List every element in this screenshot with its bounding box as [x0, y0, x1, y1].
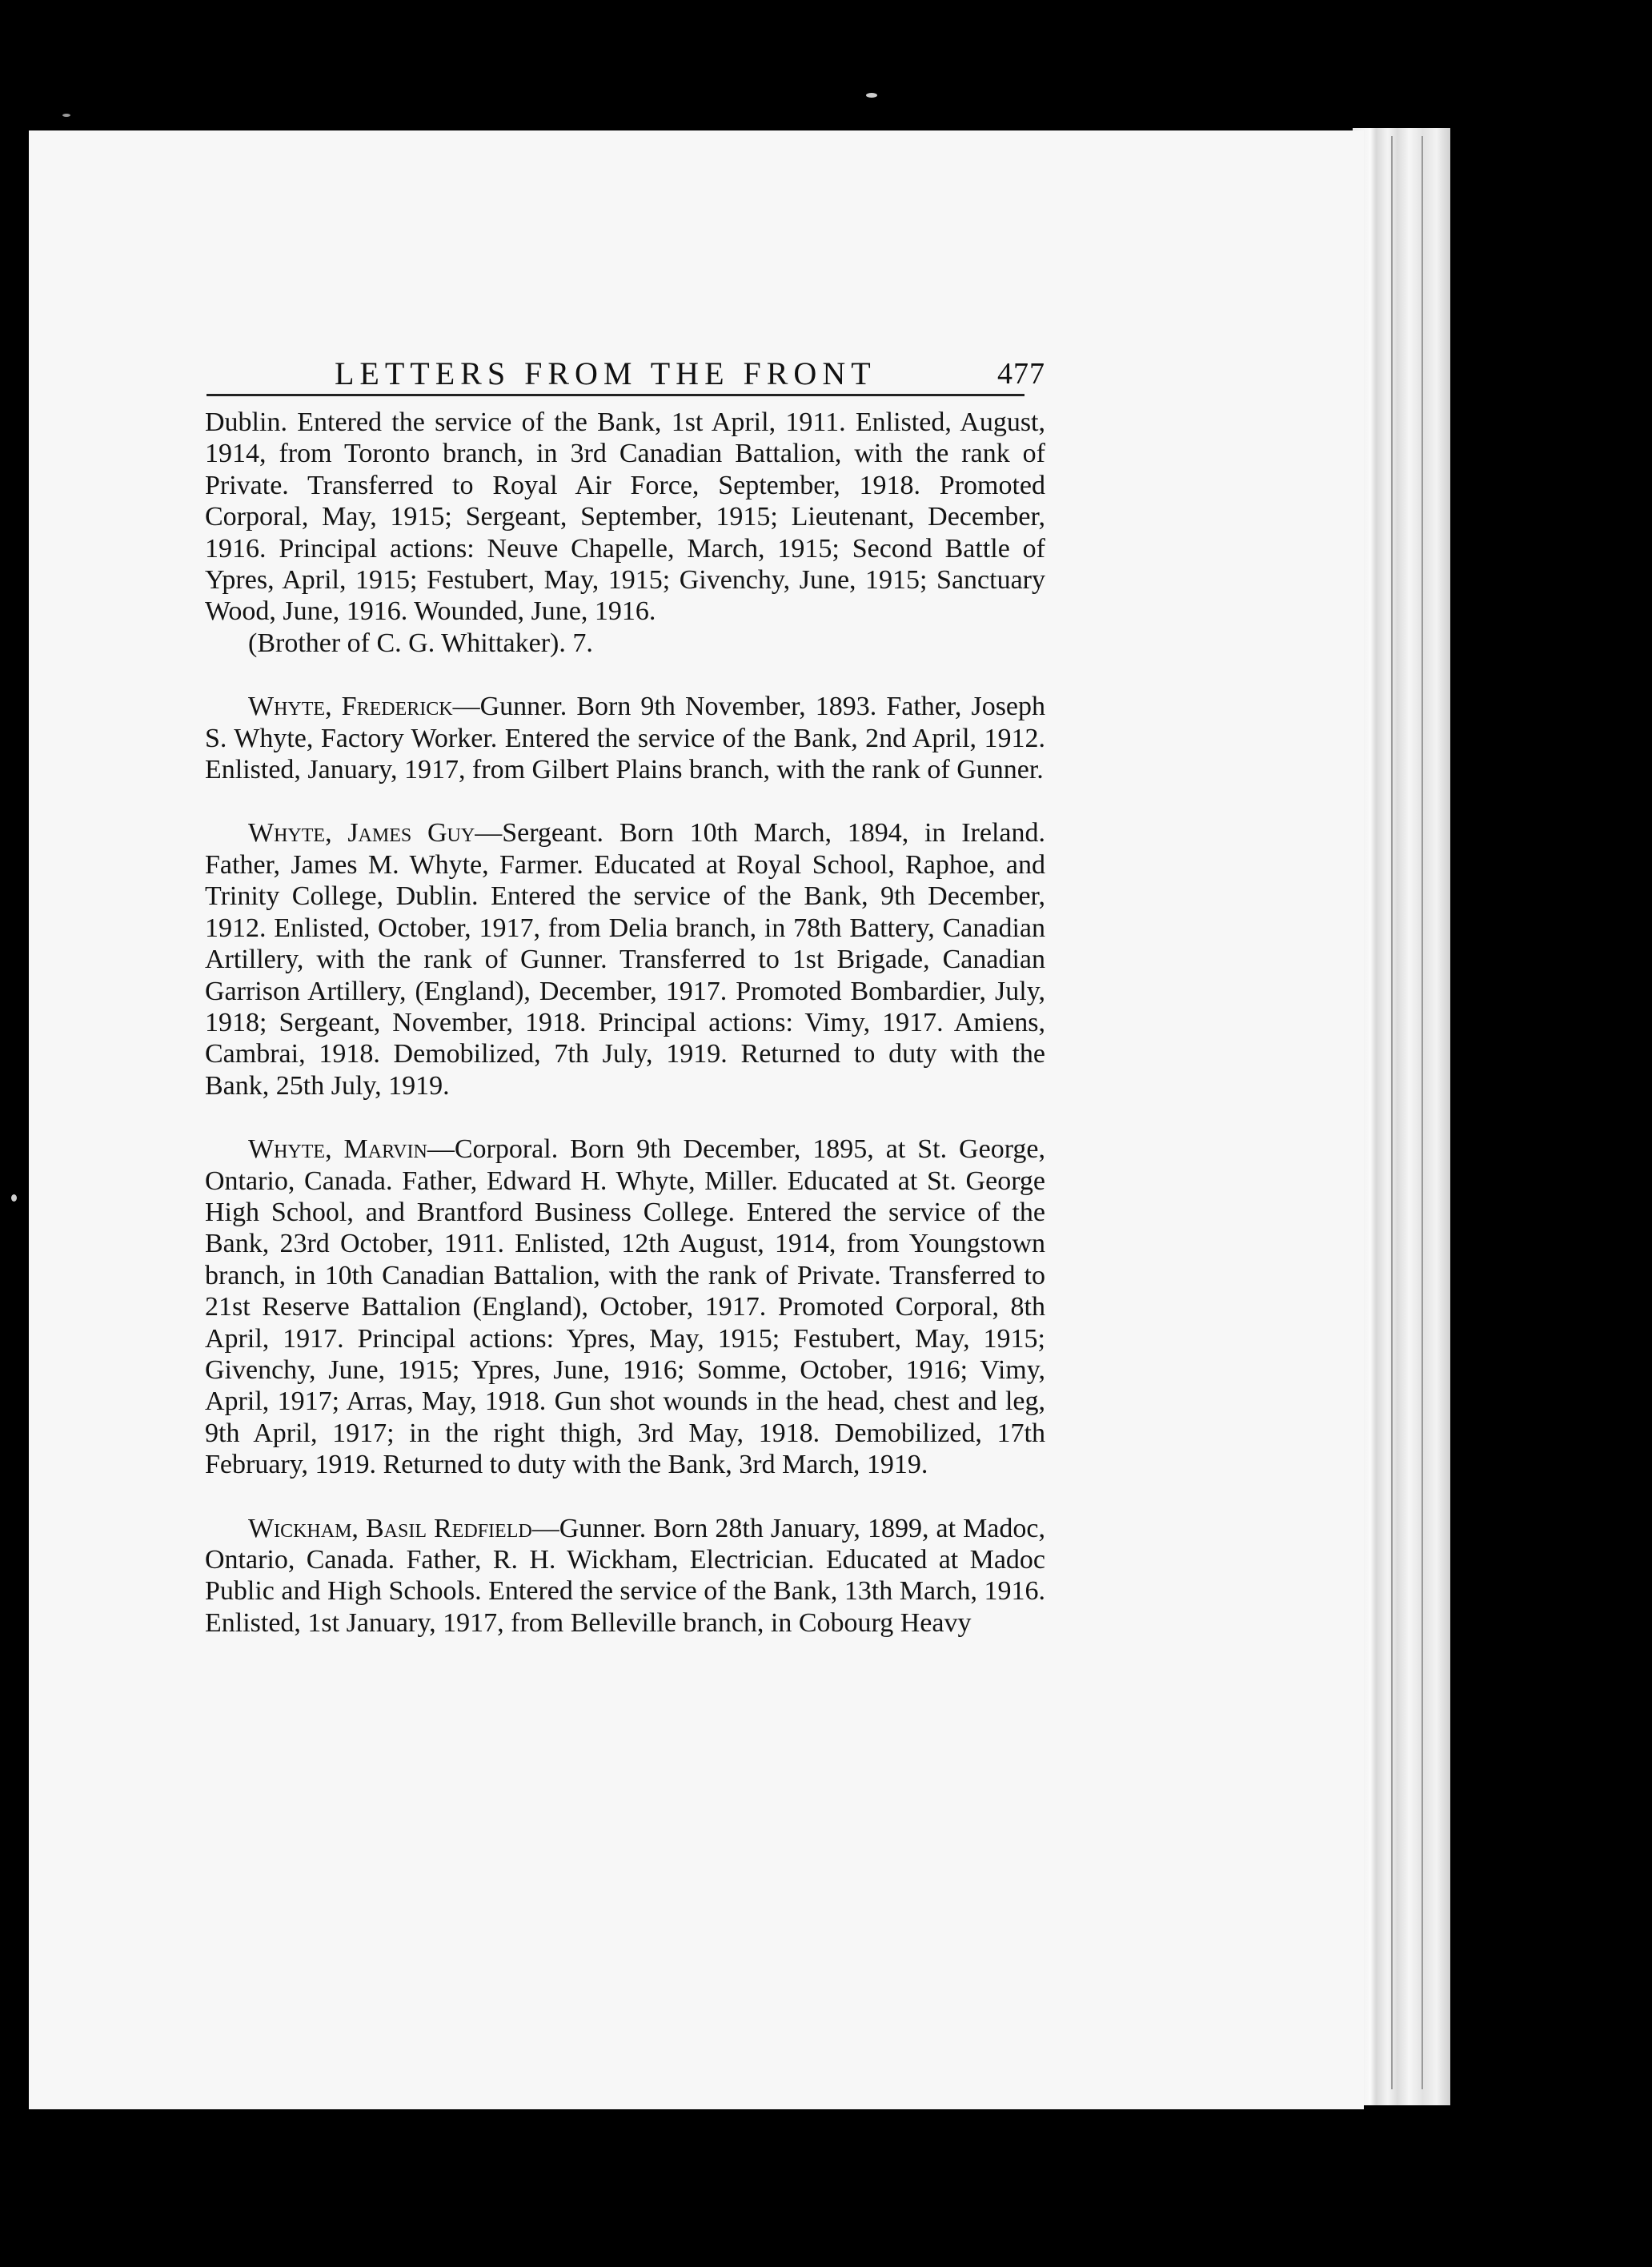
page-edge-stack: [1353, 128, 1450, 2105]
entry-name: Whyte, Frederick: [248, 692, 453, 722]
entry-name: Wickham, Basil Redfield: [248, 1513, 532, 1543]
scan-speck: [11, 1194, 17, 1202]
continuation-paragraph: Dublin. Entered the service of the Bank, 1st April, 1911. Enlisted, August, 1914, from Toronto branch, in 3rd Canadian Battalion, with the rank of Private. Transferred to Royal Air Force, September, 1918. Promoted Corporal, May, 1915; Sergeant, September, 1915; Lieutenant, December, 1916. Principal actions: Neuve Chapelle, March, 1915; Second Battle of Ypres, April, 1915; Festubert, May, 1915; Givenchy, June, 1915; Sanctuary Wood, June, 1916. Wounded, June, 1916.: [205, 407, 1045, 627]
entry-rank: —Gunner.: [452, 692, 567, 722]
page-header: [205, 352, 1045, 395]
biography-entry: [205, 691, 1045, 785]
entry-rank: —Gunner.: [531, 1513, 647, 1543]
page-body: [205, 407, 1045, 1639]
entry-text: Born 9th November, 1893. Father, Joseph S. Whyte, Factory Worker. Entered the service of the Bank, 2nd April, 1912. Enlisted, January, 1917, from Gilbert Plains branch, with the rank of Gunner.: [205, 692, 1046, 785]
entry-text: Born 10th March, 1894, in Ireland. Father, James M. Whyte, Farmer. Educated at Royal School, Raphoe, and Trinity College, Dublin. Entered the service of the Bank, 9th December, 1912. Enlisted, October, 1917, from Delia branch, in 78th Battery, Canadian Artillery, with the rank of Gunner. Transferred to 1st Brigade, Canadian Garrison Artillery, (England), December, 1917. Promoted Bombardier, July, 1918; Sergeant, November, 1918. Principal actions: Vimy, 1917. Amiens, Cambrai, 1918. Demobilized, 7th July, 1919. Returned to duty with the Bank, 25th July, 1919.: [205, 818, 1045, 1101]
biography-entry: [205, 817, 1045, 1101]
entry-text: Born 9th December, 1895, at St. George, Ontario, Canada. Father, Edward H. Whyte, Miller. Educated at St. George High School, and Brantford Business College. Entered the service of the Bank, 23rd October, 1911. Enlisted, 12th August, 1914, from Youngstown branch, in 10th Canadian Battalion, with the rank of Private. Transferred to 21st Reserve Battalion (England), October, 1917. Promoted Corporal, 8th April, 1917. Principal actions: Ypres, May, 1915; Festubert, May, 1915; Givenchy, June, 1915; Ypres, June, 1916; Somme, October, 1916; Vimy, April, 1917; Arras, May, 1918. Gun shot wounds in the head, chest and leg, 9th April, 1917; in the right thigh, 3rd May, 1918. Demobilized, 17th February, 1919. Returned to duty with the Bank, 3rd March, 1919.: [205, 1134, 1045, 1480]
running-head: LETTERS FROM THE FRONT: [335, 355, 876, 391]
page-number: 477: [997, 357, 1045, 391]
entry-rank: —Sergeant.: [475, 818, 604, 849]
page-edge-line: [1421, 136, 1423, 2089]
entry-rank: —Corporal.: [427, 1134, 559, 1165]
page-edge-line: [1391, 136, 1393, 2089]
biography-entry: [205, 1513, 1045, 1639]
scan-speck: [866, 93, 877, 98]
paragraph-gap: [205, 785, 1045, 817]
continuation-note: (Brother of C. G. Whittaker). 7.: [248, 628, 593, 658]
biography-entry: [205, 1134, 1045, 1480]
header-rule: [206, 394, 1024, 396]
paragraph-gap: [205, 659, 1045, 691]
paragraph-gap: [205, 1101, 1045, 1134]
scan-speck: [62, 114, 70, 117]
entry-text: Born 28th January, 1899, at Madoc, Ontario, Canada. Father, R. H. Wickham, Electrician. Educated at Madoc Public and High Schools. Entered the service of the Bank, 13th March, 1916. Enlisted, 1st January, 1917, from Belleville branch, in Cobourg Heavy: [205, 1513, 1045, 1638]
paragraph-gap: [205, 1481, 1045, 1513]
entry-name: Whyte, Marvin: [248, 1134, 427, 1165]
entry-name: Whyte, James Guy: [248, 818, 475, 849]
